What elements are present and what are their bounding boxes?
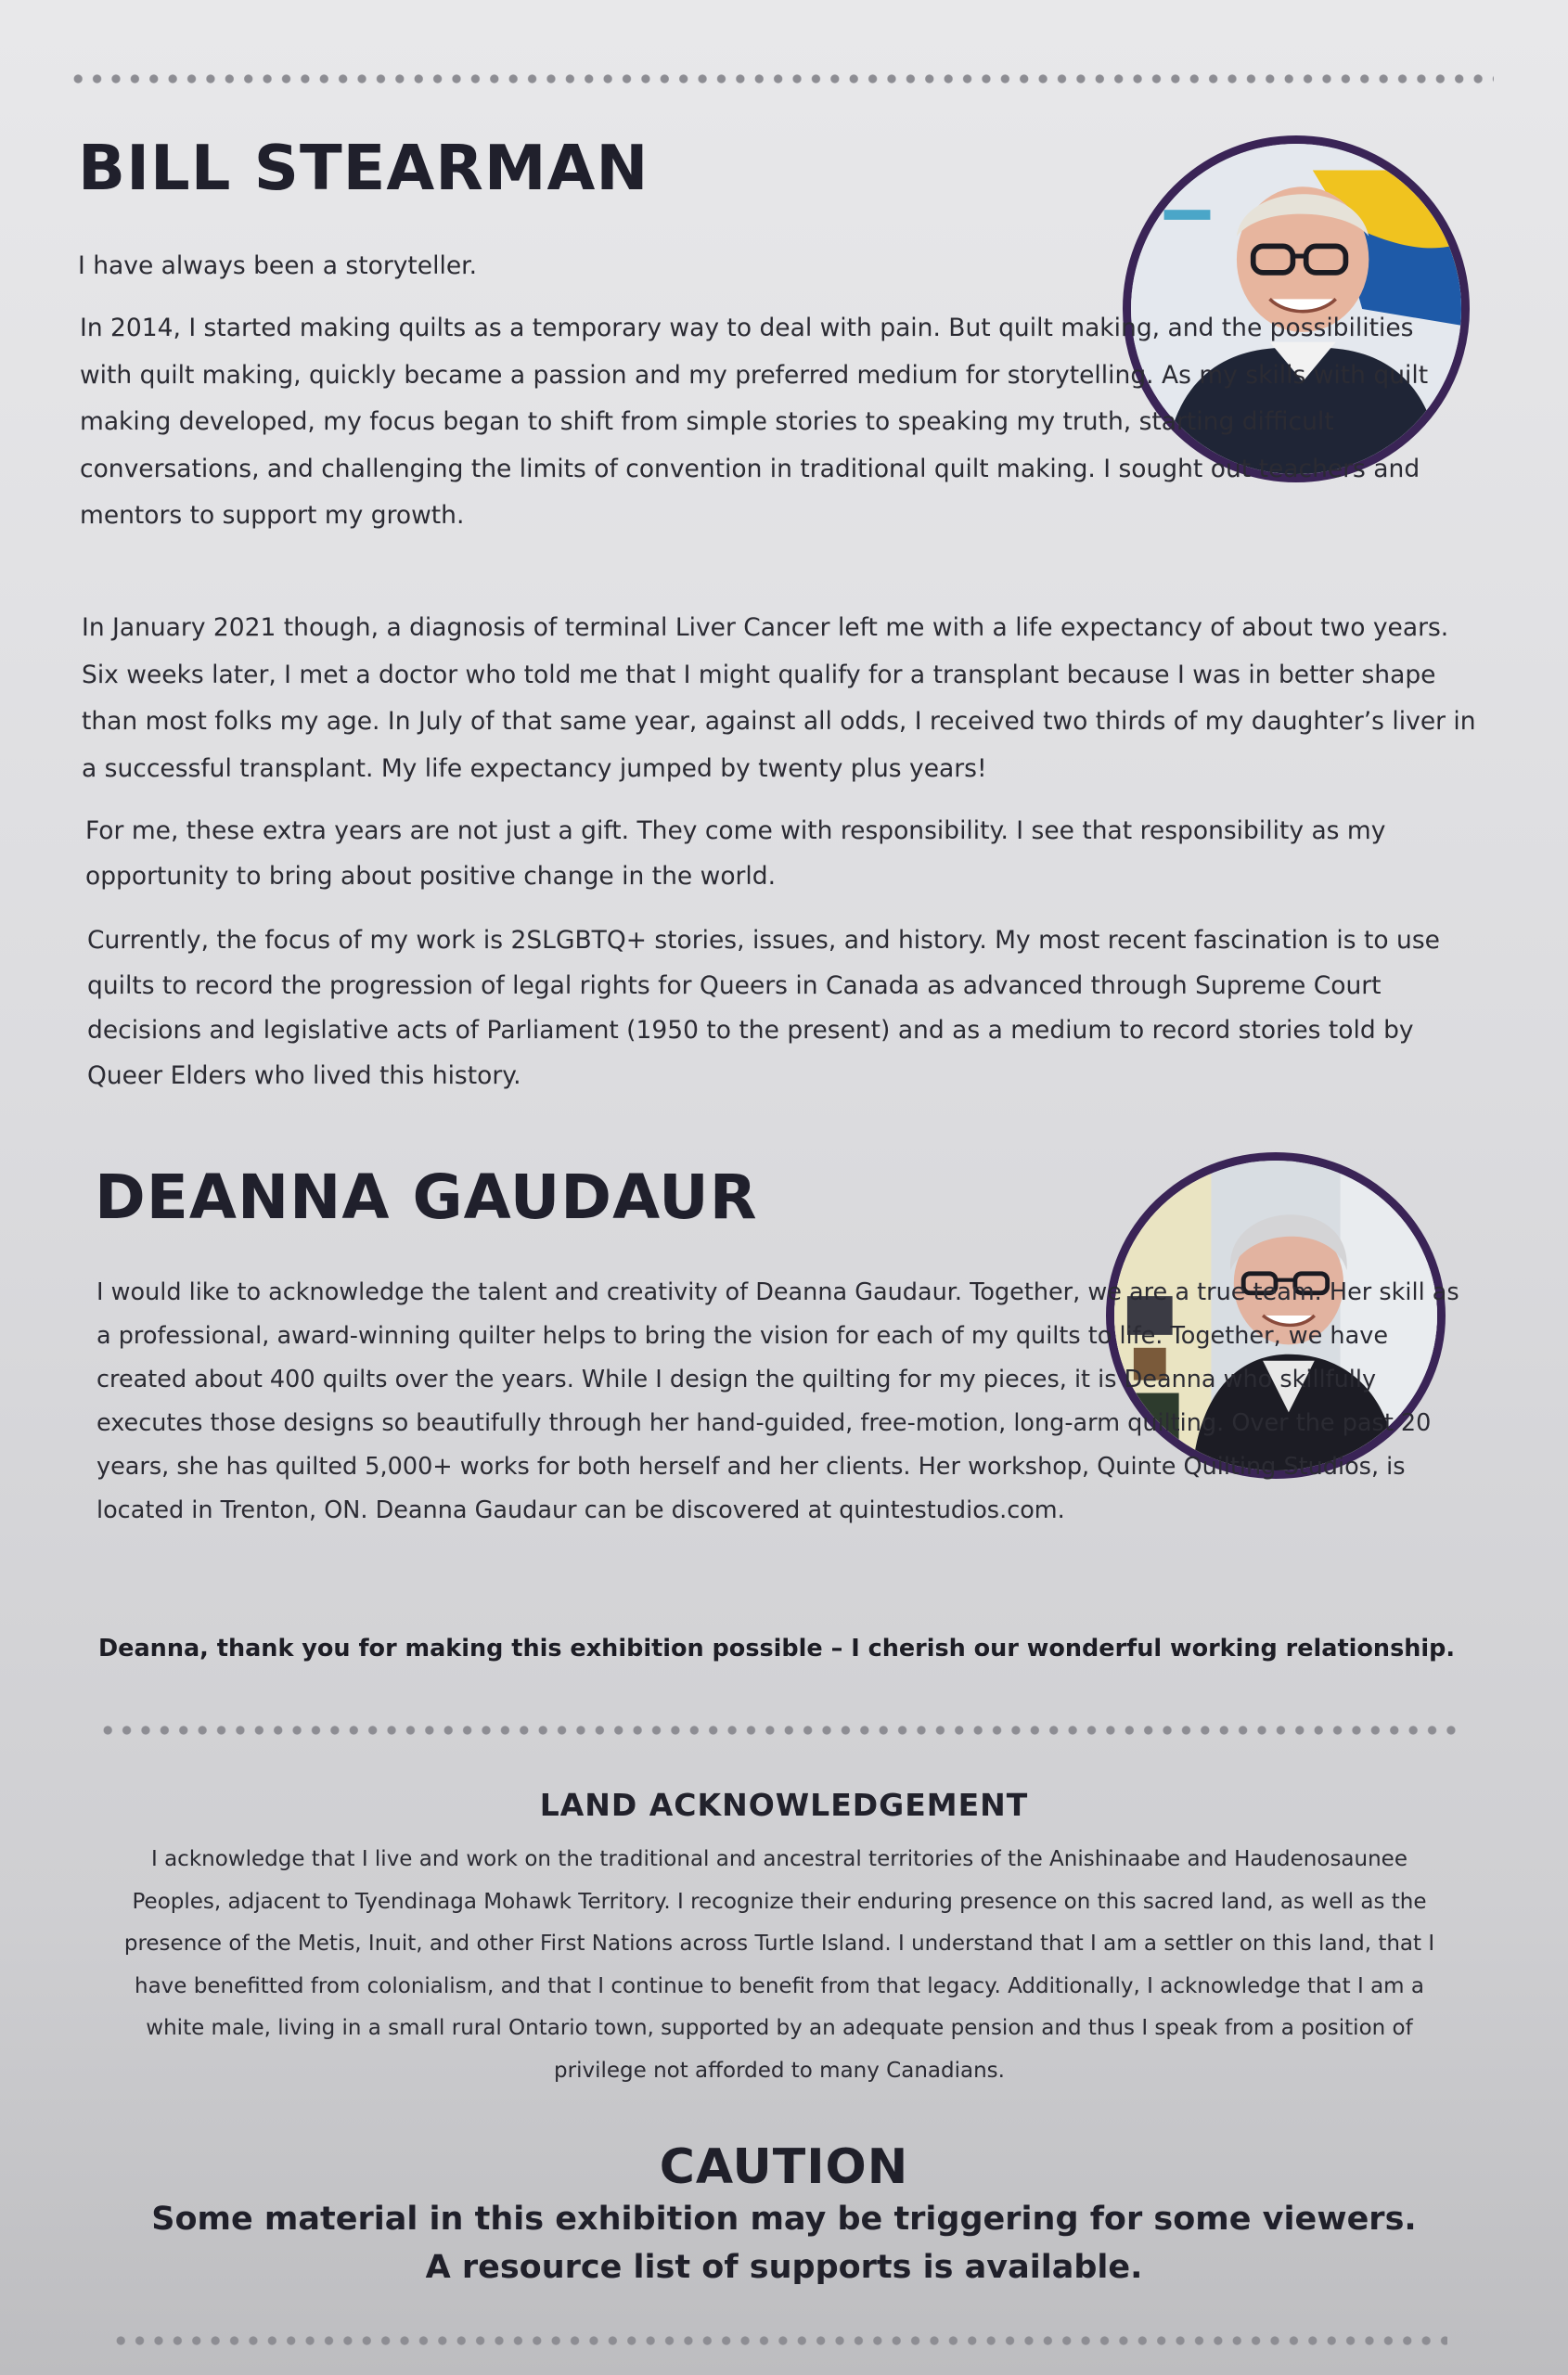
dotted-divider-middle (98, 1724, 1462, 1737)
land-acknowledgement-text: I acknowledge that I live and work on the traditional and ancestral territories of the Anishinaabe and Haudenosaunee Peoples, adjacent to Tyendinaga Mohawk Territory. I recognize their enduring presence on this sacred land, as well as the presence of the Metis, Inuit, and other First Nations across Turtle Island. I understand that I am a settler on this land, that I have benefitted from colonialism, and that I continue to benefit from that legacy. Additionally, I acknowledge that I am a white male, living in a small rural Ontario town, supported by an adequate pension and thus I speak from a position of privilege not afforded to many Canadians. (123, 1847, 1435, 2083)
deanna-paragraph: I would like to acknowledge the talent and creativity of Deanna Gaudaur. Together, we are a true team. Her skill as a professional, award-winning quilter helps to bring the vision for each of my quilts to life. Together, we have created about 400 quilts over the years. While I design the quilting for my pieces, it is Deanna who skillfully executes those designs so beautifully through her hand-guided, free-motion, long-arm quilting. Over the past 20 years, she has quilted 5,000+ works for both herself and her clients. Her workshop, Quinte Quilting Studios, is located in Trenton, ON. Deanna Gaudaur can be discovered at quintestudios.com. (96, 1278, 1459, 1524)
land-acknowledgement-title: LAND ACKNOWLEDGEMENT (539, 1787, 1029, 1823)
bill-paragraph-4: For me, these extra years are not just a gift. They come with responsibility. I see that responsibility as my opportunity to bring about positive change in the world. (85, 816, 1386, 891)
deanna-gaudaur-heading: DEANNA GAUDAUR (95, 1162, 758, 1233)
bill-paragraph-3: In January 2021 though, a diagnosis of terminal Liver Cancer left me with a life expectancy of about two years. Six weeks later, I met a doctor who told me that I might qualify for a transplant because I was in better shape than most folks my age. In July of that same year, against all odds, I received two thirds of my daughter’s liver in a successful transplant. My life expectancy jumped by twenty plus years! (82, 613, 1476, 783)
deanna-thanks: Deanna, thank you for making this exhibition possible – I cherish our wonderful working relationship. (98, 1635, 1456, 1662)
dotted-divider-top (69, 72, 1494, 85)
dotted-divider-bottom (111, 2334, 1447, 2347)
bill-paragraph-5: Currently, the focus of my work is 2SLGBTQ+ stories, issues, and history. My most recent fascination is to use quilts to record the progression of legal rights for Queers in Canada as advanced through Supreme Court decisions and legislative acts of Parliament (1950 to the present) and as a medium to record stories told by Queer Elders who lived this history. (87, 926, 1440, 1090)
caution-line-1: Some material in this exhibition may be triggering for some viewers. (151, 2201, 1417, 2238)
bill-paragraph-2: In 2014, I started making quilts as a temporary way to deal with pain. But quilt making, and the possibilities with quilt making, quickly became a passion and my preferred medium for storytelling. As my skills with quilt making developed, my focus began to shift from simple stories to speaking my truth, starting difficult conversations, and challenging the limits of convention in traditional quilt making. I sought out teachers and mentors to support my growth. (80, 314, 1429, 530)
caution-line-2: A resource list of supports is available. (425, 2249, 1143, 2286)
caution-title: CAUTION (659, 2139, 909, 2195)
bill-paragraph-1: I have always been a storyteller. (78, 251, 478, 280)
bill-stearman-heading: BILL STEARMAN (78, 132, 649, 204)
